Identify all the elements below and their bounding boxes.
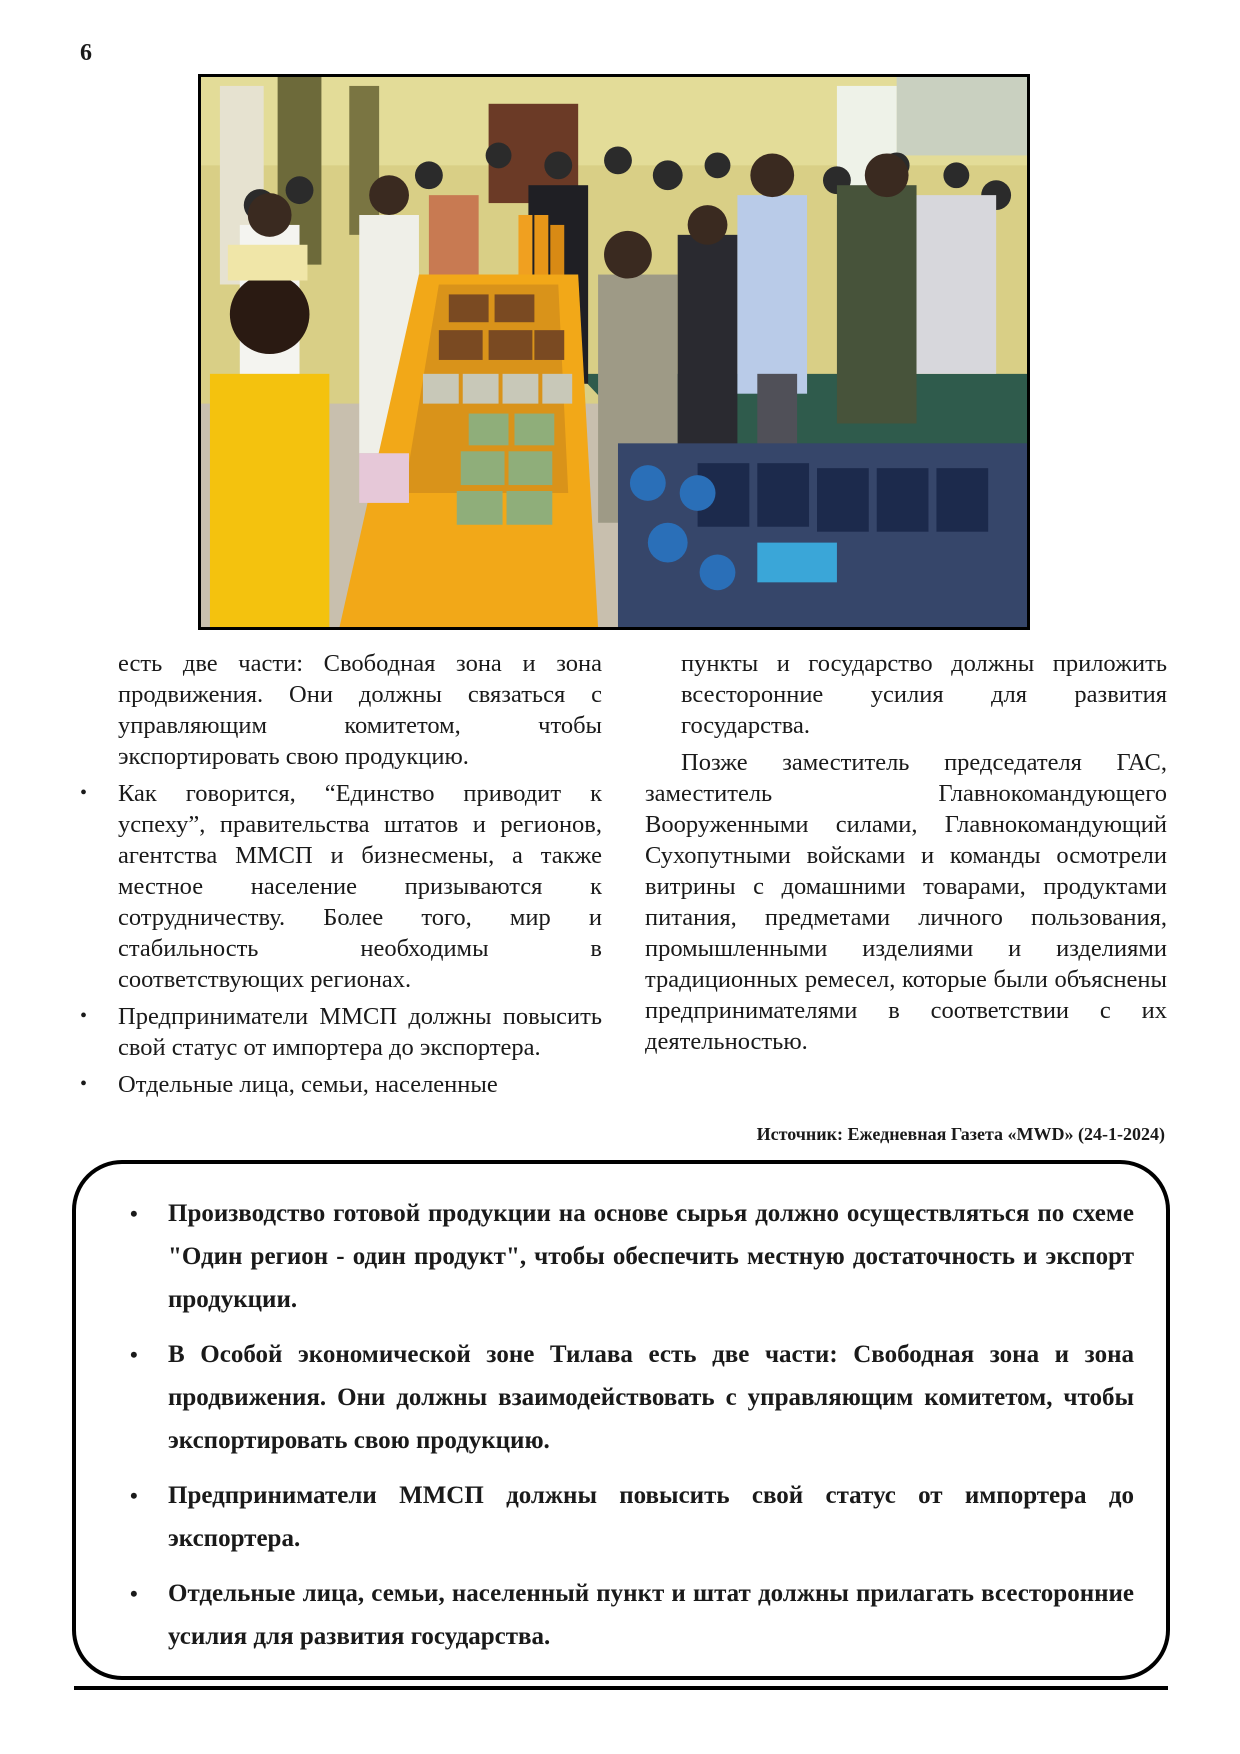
- right-column-continuation: пункты и государство должны приложить всесторонние усилия для развития государства.: [681, 650, 1167, 739]
- page-number: 6: [80, 40, 92, 66]
- right-column-paragraph: Позже заместитель председателя ГАС, заместитель Главнокомандующего Вооруженными силами, Главнокомандующий Сухопутными войсками и команды осмотрели витрины с домашними товарами, продуктами питания, предметами личного пользования, промышленными изделиями и изделиями традиционных ремесел, которые были объяснены предпринимателями в соответствии с их деятельностью.: [645, 749, 1167, 1055]
- left-bullet-2: • Предприниматели ММСП должны повысить свой статус от импортера до экспортера.: [78, 1001, 602, 1063]
- left-column: [78, 648, 602, 1100]
- bottom-rule: [74, 1686, 1168, 1690]
- left-bullet-1: • Как говорится, “Единство приводит к успеху”, правительства штатов и регионов, агентства ММСП и бизнесмены, а также местное население призываются к сотрудничеству. Более того, мир и стабильность необходимы в соответствующих регионах.: [78, 778, 602, 995]
- summary-bullet-list: [108, 1192, 1134, 1658]
- summary-bullet-4: • Отдельные лица, семьи, населенный пункт и штат должны прилагать всесторонние усилия для развития государства.: [108, 1572, 1134, 1658]
- exhibition-photo-illustration: [200, 76, 1028, 628]
- exhibition-photo: [198, 74, 1030, 630]
- right-column: [645, 648, 1167, 1057]
- summary-box: [72, 1160, 1170, 1680]
- left-bullet-3: • Отдельные лица, семьи, населенные: [78, 1069, 602, 1100]
- summary-bullet-2: • В Особой экономической зоне Тилава есть две части: Свободная зона и зона продвижения. Они должны взаимодействовать с управляющим комитетом, чтобы экспортировать свою продукцию.: [108, 1333, 1134, 1462]
- left-column-continuation: есть две части: Свободная зона и зона продвижения. Они должны связаться с управляющим комитетом, чтобы экспортировать свою продукцию.: [118, 650, 602, 770]
- left-column-bullet-list: [78, 778, 602, 1100]
- summary-bullet-1: • Производство готовой продукции на основе сырья должно осуществляться по схеме "Один регион - один продукт", чтобы обеспечить местную достаточность и экспорт продукции.: [108, 1192, 1134, 1321]
- summary-bullet-3: • Предприниматели ММСП должны повысить свой статус от импортера до экспортера.: [108, 1474, 1134, 1560]
- source-citation: Источник: Ежедневная Газета «MWD» (24-1-2024): [756, 1124, 1165, 1144]
